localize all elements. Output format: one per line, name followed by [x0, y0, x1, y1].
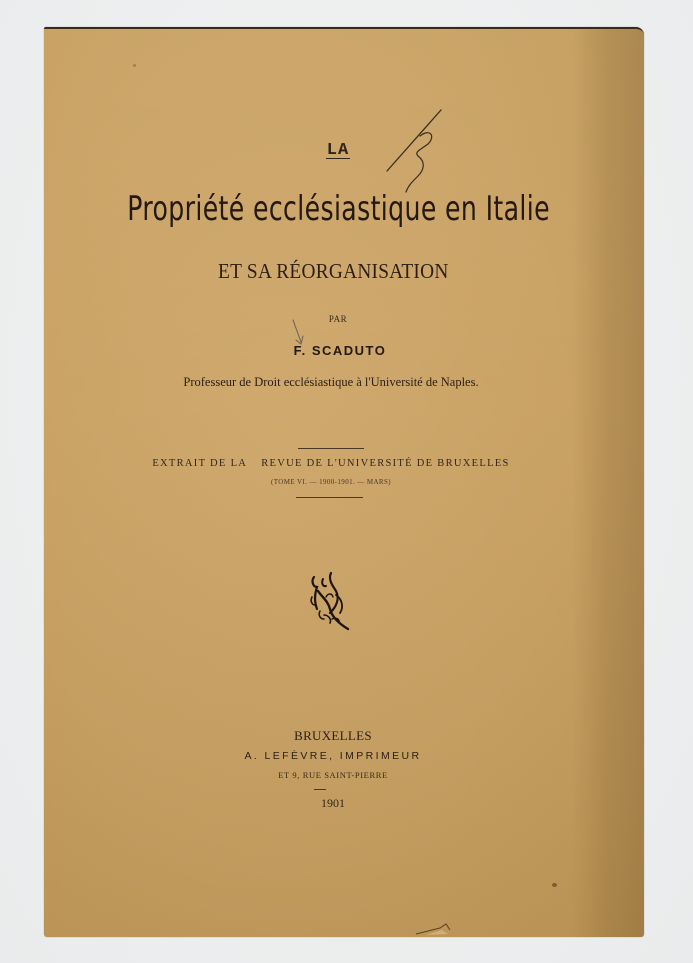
by-label: PAR: [328, 314, 348, 324]
top-rule: [298, 448, 364, 449]
volume-info: (TOME VI. — 1900-1901. — MARS): [270, 478, 392, 486]
title-article: LA: [326, 141, 350, 160]
author-name: F. SCADUTO: [293, 343, 387, 358]
bottom-rule: [296, 497, 363, 498]
imprint-printer: A. LEFÈVRE, IMPRIMEUR: [244, 750, 422, 762]
main-title: Propriété ecclésiastique en Italie: [127, 189, 551, 229]
imprint-address: [33, 770, 633, 780]
author-affiliation: Professeur de Droit ecclésiastique à l'Université de Naples.: [183, 375, 479, 389]
address-street: RUE SAINT-PIERRE: [302, 770, 388, 780]
stain-spot: [133, 64, 136, 67]
paper-tear-mark: [416, 918, 456, 936]
subtitle: ET SA RÉORGANISATION: [217, 259, 449, 283]
extract-line: [31, 458, 631, 469]
imprint-dash: [314, 789, 326, 790]
extract-prefix: EXTRAIT DE LA: [152, 458, 248, 469]
address-prefix: ET 9,: [278, 770, 300, 780]
floral-ornament-icon: [306, 571, 356, 635]
extract-source: REVUE DE L'UNIVERSITÉ DE BRUXELLES: [261, 458, 510, 469]
stain-spot: [552, 883, 557, 887]
pamphlet-cover: [44, 27, 644, 937]
imprint-city: BRUXELLES: [294, 728, 372, 743]
imprint-year: 1901: [321, 796, 345, 810]
